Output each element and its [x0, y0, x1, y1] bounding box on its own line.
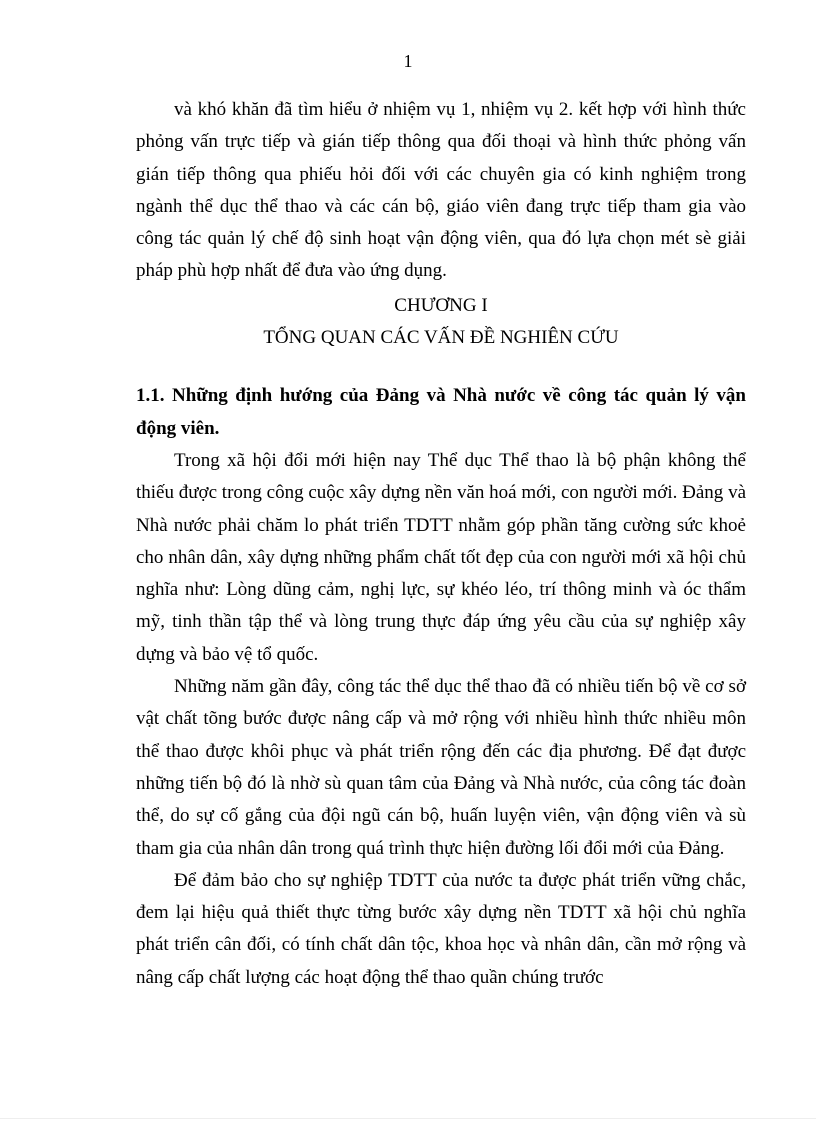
page-bottom-edge [0, 1118, 816, 1119]
page-number: 1 [403, 51, 413, 71]
document-body [136, 94, 746, 994]
body-paragraph: Để đảm bảo cho sự nghiệp TDTT của nước ta được phát triển vững chắc, đem lại hiệu quả thiết thực từng bước xây dựng nền TDTT xã hội chủ nghĩa phát triển cân đối, có tính chất dân tộc, khoa học và nhân dân, cần mở rộng và nâng cấp chất lượng các hoạt động thể thao quần chúng trước [136, 869, 746, 988]
body-paragraph: Trong xã hội đổi mới hiện nay Thể dục Thể thao là bộ phận không thể thiếu được trong công cuộc xây dựng nền văn hoá mới, con người mới. Đảng và Nhà nước phải chăm lo phát triển TDTT nhằm góp phần tăng cường sức khoẻ cho nhân dân, xây dựng những phẩm chất tốt đẹp của con người mới xã hội chủ nghĩa như: Lòng dũng cảm, nghị lực, sự khéo léo, trí thông minh và óc thẩm mỹ, tinh thần tập thể và lòng trung thực đáp ứng yêu cầu của sự nghiệp xây dựng và bảo vệ tổ quốc. [136, 449, 746, 665]
section-heading: 1.1. Những định hướng của Đảng và Nhà nước về công tác quản lý vận động viên. [136, 385, 746, 439]
chapter-label: CHƯƠNG I [394, 294, 488, 316]
chapter-title: TỔNG QUAN CÁC VẤN ĐỀ NGHIÊN CỨU [263, 327, 619, 349]
body-paragraph: Những năm gần đây, công tác thể dục thể thao đã có nhiều tiến bộ về cơ sở vật chất tõng bước được nâng cấp và mở rộng với nhiều hình thức nhiều môn thể thao được khôi phục và phát triển rộng đến các địa phương. Để đạt được những tiến bộ đó là nhờ sù quan tâm của Đảng và Nhà nước, của công tác đoàn thể, do sự cố gắng của đội ngũ cán bộ, huấn luyện viên, vận động viên và sù tham gia của nhân dân trong quá trình thực hiện đường lối đổi mới của Đảng. [136, 676, 746, 859]
intro-paragraph: và khó khăn đã tìm hiểu ở nhiệm vụ 1, nhiệm vụ 2. kết hợp với hình thức phỏng vấn trực tiếp và gián tiếp thông qua đối thoại và hình thức phỏng vấn gián tiếp thông qua phiếu hỏi đối với các chuyên gia có kinh nghiệm trong ngành thể dục thể thao và các cán bộ, giáo viên đang trực tiếp tham gia vào công tác quản lý chế độ sinh hoạt vận động viên, qua đó lựa chọn mét sè giải pháp phù hợp nhất để đưa vào ứng dụng. [136, 99, 746, 282]
